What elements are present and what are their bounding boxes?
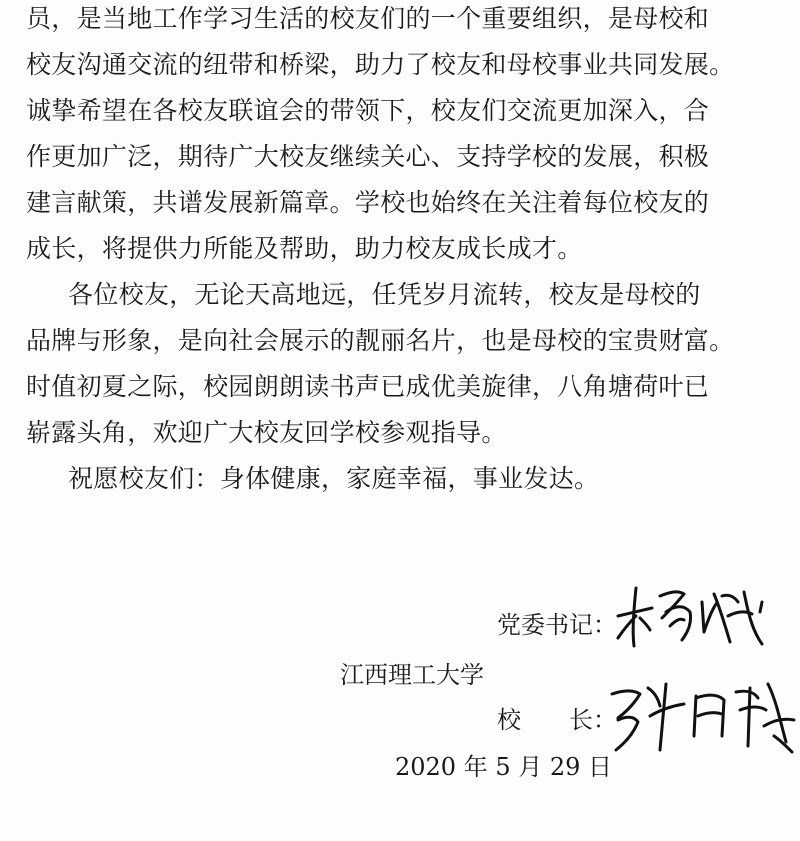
letter-line: 祝愿校友们：身体健康，家庭幸福，事业发达。 <box>68 464 600 493</box>
letter-line: 建言献策，共谱发展新篇章。学校也始终在关注着每位校友的 <box>26 188 710 217</box>
letter-line: 成长，将提供力所能及帮助，助力校友成长成才。 <box>26 234 583 263</box>
president-signature <box>604 676 798 758</box>
letter-line: 各位校友，无论天高地远，任凭岁月流转，校友是母校的 <box>68 280 701 309</box>
letter-line: 校友沟通交流的纽带和桥梁，助力了校友和母校事业共同发展。 <box>26 50 735 79</box>
letter-line: 作更加广泛，期待广大校友继续关心、支持学校的发展，积极 <box>26 142 710 171</box>
university-name: 江西理工大学 <box>340 661 484 689</box>
president-label: 校 长： <box>497 706 617 734</box>
letter-line: 员，是当地工作学习生活的校友们的一个重要组织，是母校和 <box>26 4 710 33</box>
secretary-signature <box>612 582 772 652</box>
secretary-label: 党委书记： <box>497 611 617 639</box>
letter-line: 诚挚希望在各校友联谊会的带领下，校友们交流更加深入，合 <box>26 96 710 125</box>
letter-line: 品牌与形象，是向社会展示的靓丽名片，也是母校的宝贵财富。 <box>26 326 735 355</box>
letter-date: 2020 年 5 月 29 日 <box>395 753 613 781</box>
letter-line: 时值初夏之际，校园朗朗读书声已成优美旋律，八角塘荷叶已 <box>26 372 710 401</box>
letter-line: 崭露头角，欢迎广大校友回学校参观指导。 <box>26 418 507 447</box>
